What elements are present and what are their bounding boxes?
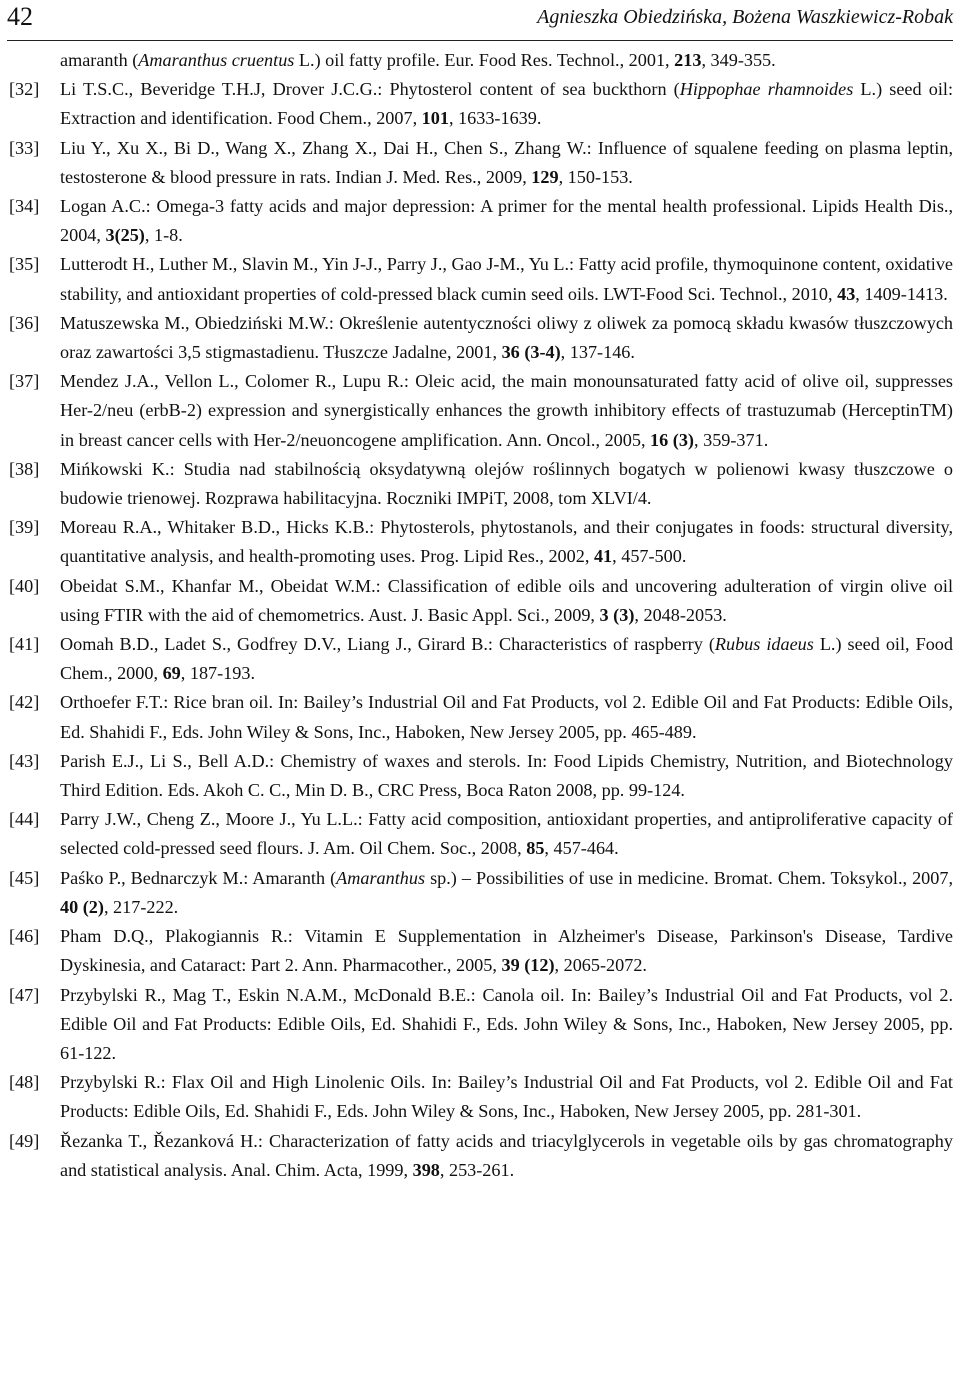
reference-number: [43] xyxy=(9,750,40,771)
reference-text: , 457-464. xyxy=(544,838,619,859)
page-number: 42 xyxy=(7,2,33,31)
reference-number: [42] xyxy=(9,692,40,713)
reference-number: [37] xyxy=(9,371,40,392)
reference-text: Orthoefer F.T.: Rice bran oil. In: Bailey’s Industrial Oil and Fat Products, vol 2. Edible Oil and Fat Products: Edible Oils, Ed. Shahidi F., Eds. John Wiley & Sons, Inc., Haboken, New Jersey 2005, pp. 465-489. xyxy=(60,692,953,742)
reference-text: L.) oil fatty profile. Eur. Food Res. Technol., 2001, xyxy=(294,50,675,70)
reference-number: [45] xyxy=(9,867,40,888)
reference-text: , 150-153. xyxy=(558,166,633,187)
reference-number: [38] xyxy=(9,458,40,479)
reference-number: [32] xyxy=(9,79,40,100)
reference-number: [34] xyxy=(9,196,40,217)
reference-text: Mińkowski K.: Studia nad stabilnością oksydatywną olejów roślinnych bogatych w polienowi kwasy tłuszczowe o budowie trienowej. Rozprawa habilitacyjna. Roczniki IMPiT, 2008, tom XLVI/4. xyxy=(60,458,953,509)
reference-text: sp.) – Possibilities of use in medicine. Bromat. Chem. Toksykol., 2007, xyxy=(425,867,954,888)
reference-entry xyxy=(9,134,953,192)
reference-entry xyxy=(9,46,953,75)
reference-entry xyxy=(9,572,953,630)
reference-entry xyxy=(9,864,953,922)
reference-entry xyxy=(9,309,953,367)
reference-volume: 41 xyxy=(593,546,613,567)
reference-entry xyxy=(9,630,953,688)
reference-entry xyxy=(9,250,953,308)
page-header xyxy=(7,0,953,41)
reference-text: , 1633-1639. xyxy=(448,108,542,129)
reference-text: , 1409-1413. xyxy=(855,283,948,304)
reference-text: Oomah B.D., Ladet S., Godfrey D.V., Liang J., Girard B.: Characteristics of raspberry ( xyxy=(60,634,715,655)
reference-volume: 3 (3) xyxy=(599,604,635,625)
reference-number: [49] xyxy=(9,1130,40,1151)
reference-volume: 40 (2) xyxy=(60,896,104,917)
reference-volume: 398 xyxy=(412,1159,440,1180)
reference-volume: 3(25) xyxy=(105,225,145,246)
reference-entry xyxy=(9,75,953,133)
reference-number: [48] xyxy=(9,1072,40,1093)
reference-volume: 39 (12) xyxy=(501,955,555,976)
reference-volume: 129 xyxy=(531,166,559,187)
reference-text: Moreau R.A., Whitaker B.D., Hicks K.B.: Phytosterols, phytostanols, and their conjugates in foods: structural diversity, quantitative analysis, and health-promoting uses. Prog. Lipid Res., 2002, xyxy=(60,517,953,567)
reference-text: amaranth ( xyxy=(60,50,139,70)
reference-text: Przybylski R., Mag T., Eskin N.A.M., McDonald B.E.: Canola oil. In: Bailey’s Industrial Oil and Fat Products, vol 2. Edible Oil and Fat Products: Edible Oils, Ed. Shahidi F., Eds. John Wiley & Sons, Inc., Haboken, New Jersey 2005, pp. 61-122. xyxy=(60,984,953,1063)
reference-italic-text: Amaranthus cruentus xyxy=(138,50,295,70)
reference-entry xyxy=(9,513,953,571)
reference-entry xyxy=(9,922,953,980)
reference-italic-text: Rubus idaeus xyxy=(714,634,814,655)
reference-text: , 253-261. xyxy=(439,1159,515,1180)
reference-text: L.) seed oil, Food Chem., 2000, xyxy=(60,634,953,684)
reference-text: Liu Y., Xu X., Bi D., Wang X., Zhang X., Dai H., Chen S., Zhang W.: Influence of squalene feeding on plasma leptin, testosterone & blood pressure in rats. Indian J. Med. Res., 2009, xyxy=(60,137,953,187)
reference-entry xyxy=(9,981,953,1069)
reference-number: [41] xyxy=(9,634,40,655)
reference-text: , 457-500. xyxy=(612,546,687,567)
reference-italic-text: Hippophae rhamnoides xyxy=(679,79,854,100)
reference-text: Parish E.J., Li S., Bell A.D.: Chemistry of waxes and sterols. In: Food Lipids Chemistry, Nutrition, and Biotechnology Third Edition. Eds. Akoh C. C., Min D. B., CRC Press, Boca Raton 2008, pp. 99-124. xyxy=(60,750,953,801)
reference-volume: 101 xyxy=(421,108,449,129)
reference-text: Li T.S.C., Beveridge T.H.J, Drover J.C.G.: Phytosterol content of sea buckthorn ( xyxy=(60,79,680,100)
reference-text: Pham D.Q., Plakogiannis R.: Vitamin E Supplementation in Alzheimer's Disease, Parkinson's Disease, Tardive Dyskinesia, and Cataract: Part 2. Ann. Pharmacother., 2005, xyxy=(60,926,953,976)
reference-entry xyxy=(9,192,953,250)
reference-number: [46] xyxy=(9,926,40,947)
reference-volume: 69 xyxy=(162,663,181,684)
reference-volume: 36 (3-4) xyxy=(501,342,561,363)
reference-text: , 137-146. xyxy=(560,342,635,363)
reference-text: Mendez J.A., Vellon L., Colomer R., Lupu R.: Oleic acid, the main monounsaturated fatty acid of olive oil, suppresses Her-2/neu (erbB-2) expression and synergistically enhances the growth inhibitory effects of trastuzumab (HerceptinTM) in breast cancer cells with Her-2/neuoncogene amplification. Ann. Oncol., 2005, xyxy=(60,371,953,450)
reference-number: [35] xyxy=(9,254,40,275)
reference-text: L.) seed oil: Extraction and identification. Food Chem., 2007, xyxy=(60,79,953,129)
reference-text: , 359-371. xyxy=(694,429,769,450)
reference-entry xyxy=(9,1068,953,1126)
reference-text: , 187-193. xyxy=(180,663,256,684)
reference-number: [36] xyxy=(9,312,40,333)
reference-number: [40] xyxy=(9,575,40,596)
reference-volume: 16 (3) xyxy=(650,429,694,450)
reference-number: [47] xyxy=(9,984,40,1005)
reference-volume: 43 xyxy=(837,283,856,304)
reference-volume: 213 xyxy=(674,50,702,70)
reference-text: Logan A.C.: Omega-3 fatty acids and major depression: A primer for the mental health professional. Lipids Health Dis., 2004, xyxy=(60,196,953,246)
reference-entry xyxy=(9,747,953,805)
reference-list xyxy=(9,46,953,1185)
reference-text: , 2065-2072. xyxy=(554,955,647,976)
reference-entry xyxy=(9,1127,953,1185)
reference-text: , 2048-2053. xyxy=(634,604,727,625)
reference-text: Obeidat S.M., Khanfar M., Obeidat W.M.: Classification of edible oils and uncovering adulteration of virgin olive oil using FTIR with the aid of chemometrics. Aust. J. Basic Appl. Sci., 2009, xyxy=(60,575,953,625)
reference-text: , 349-355. xyxy=(701,50,776,70)
reference-text: Przybylski R.: Flax Oil and High Linolenic Oils. In: Bailey’s Industrial Oil and Fat Products, vol 2. Edible Oil and Fat Products: Edible Oils, Ed. Shahidi F., Eds. John Wiley & Sons, Inc., Haboken, New Jersey 2005, pp. 281-301. xyxy=(60,1072,953,1122)
reference-italic-text: Amaranthus xyxy=(336,867,426,888)
reference-number: [33] xyxy=(9,137,40,158)
reference-text: , 1-8. xyxy=(144,225,183,246)
reference-text: Parry J.W., Cheng Z., Moore J., Yu L.L.: Fatty acid composition, antioxidant properties, and antiproliferative capacity of selected cold-pressed seed flours. J. Am. Oil Chem. Soc., 2008, xyxy=(60,809,953,859)
reference-volume: 85 xyxy=(526,838,545,859)
reference-text: Lutterodt H., Luther M., Slavin M., Yin J-J., Parry J., Gao J-M., Yu L.: Fatty acid profile, thymoquinone content, oxidative stability, and antioxidant properties of cold-pressed black cumin seed oils. LWT-Food Sci. Technol., 2010, xyxy=(60,254,953,304)
reference-number: [44] xyxy=(9,809,40,830)
reference-text: Paśko P., Bednarczyk M.: Amaranth ( xyxy=(60,867,337,888)
reference-text: Řezanka T., Řezanková H.: Characterization of fatty acids and triacylglycerols in vegetable oils by gas chromatography and statistical analysis. Anal. Chim. Acta, 1999, xyxy=(60,1130,953,1180)
reference-entry xyxy=(9,688,953,746)
reference-number: [39] xyxy=(9,517,40,538)
reference-text: Matuszewska M., Obiedziński M.W.: Określenie autentyczności oliwy z oliwek za pomocą składu kwasów tłuszczowych oraz zawartości 3,5 stigmastadienu. Tłuszcze Jadalne, 2001, xyxy=(60,312,953,363)
running-head-authors: Agnieszka Obiedzińska, Bożena Waszkiewicz-Robak xyxy=(537,6,953,28)
reference-entry xyxy=(9,367,953,455)
reference-entry xyxy=(9,805,953,863)
reference-text: , 217-222. xyxy=(103,896,179,917)
reference-entry xyxy=(9,455,953,513)
